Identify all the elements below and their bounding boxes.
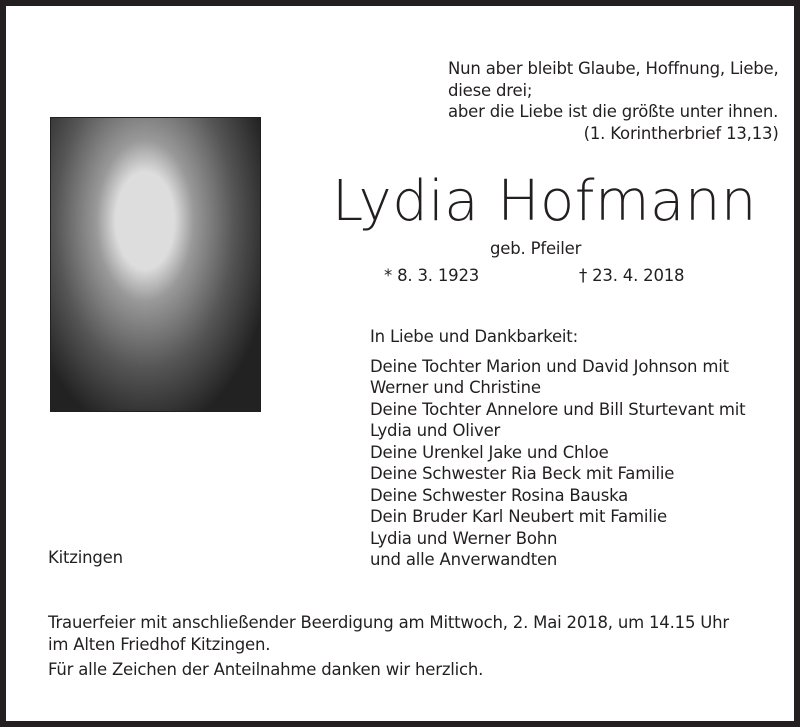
mourner-line: und alle Anverwandten — [370, 550, 558, 569]
thanks-note: Für alle Zeichen der Anteilnahme danken wir herzlich. — [48, 660, 484, 679]
portrait-photo — [50, 117, 261, 412]
funeral-info — [48, 612, 729, 655]
mourners-heading: In Liebe und Dankbarkeit: — [370, 327, 578, 346]
death-date: † 23. 4. 2018 — [579, 266, 685, 285]
mourner-line: Lydia und Oliver — [370, 421, 501, 440]
mourner-line: Dein Bruder Karl Neubert mit Familie — [370, 507, 667, 526]
mourner-line: Deine Tochter Annelore und Bill Sturtevant mit — [370, 399, 746, 419]
verse-line: aber die Liebe ist die größte unter ihnen. — [448, 102, 779, 121]
mourner-line: Deine Urenkel Jake und Chloe — [370, 442, 609, 462]
verse-line: diese drei; — [448, 80, 533, 100]
mourner-line: Werner und Christine — [370, 378, 541, 397]
bible-verse — [448, 58, 779, 144]
deceased-name: Lydia Hofmann — [332, 169, 757, 234]
mourner-line: Lydia und Werner Bohn — [370, 528, 558, 548]
obituary-page — [6, 6, 794, 721]
verse-reference: (1. Korintherbrief 13,13) — [583, 123, 779, 143]
verse-line: Nun aber bleibt Glaube, Hoffnung, Liebe, — [448, 59, 779, 78]
funeral-line: Trauerfeier mit anschließender Beerdigung am Mittwoch, 2. Mai 2018, um 14.15 Uhr — [48, 613, 730, 632]
mourners-list — [370, 326, 745, 571]
mourner-line: Deine Schwester Rosina Bauska — [370, 485, 629, 505]
birth-name: geb. Pfeiler — [490, 239, 582, 258]
city: Kitzingen — [48, 548, 123, 567]
funeral-line: im Alten Friedhof Kitzingen. — [48, 634, 271, 654]
mourner-line: Deine Tochter Marion und David Johnson mit — [370, 356, 729, 376]
mourner-line: Deine Schwester Ria Beck mit Familie — [370, 464, 675, 483]
birth-date: * 8. 3. 1923 — [384, 266, 480, 285]
